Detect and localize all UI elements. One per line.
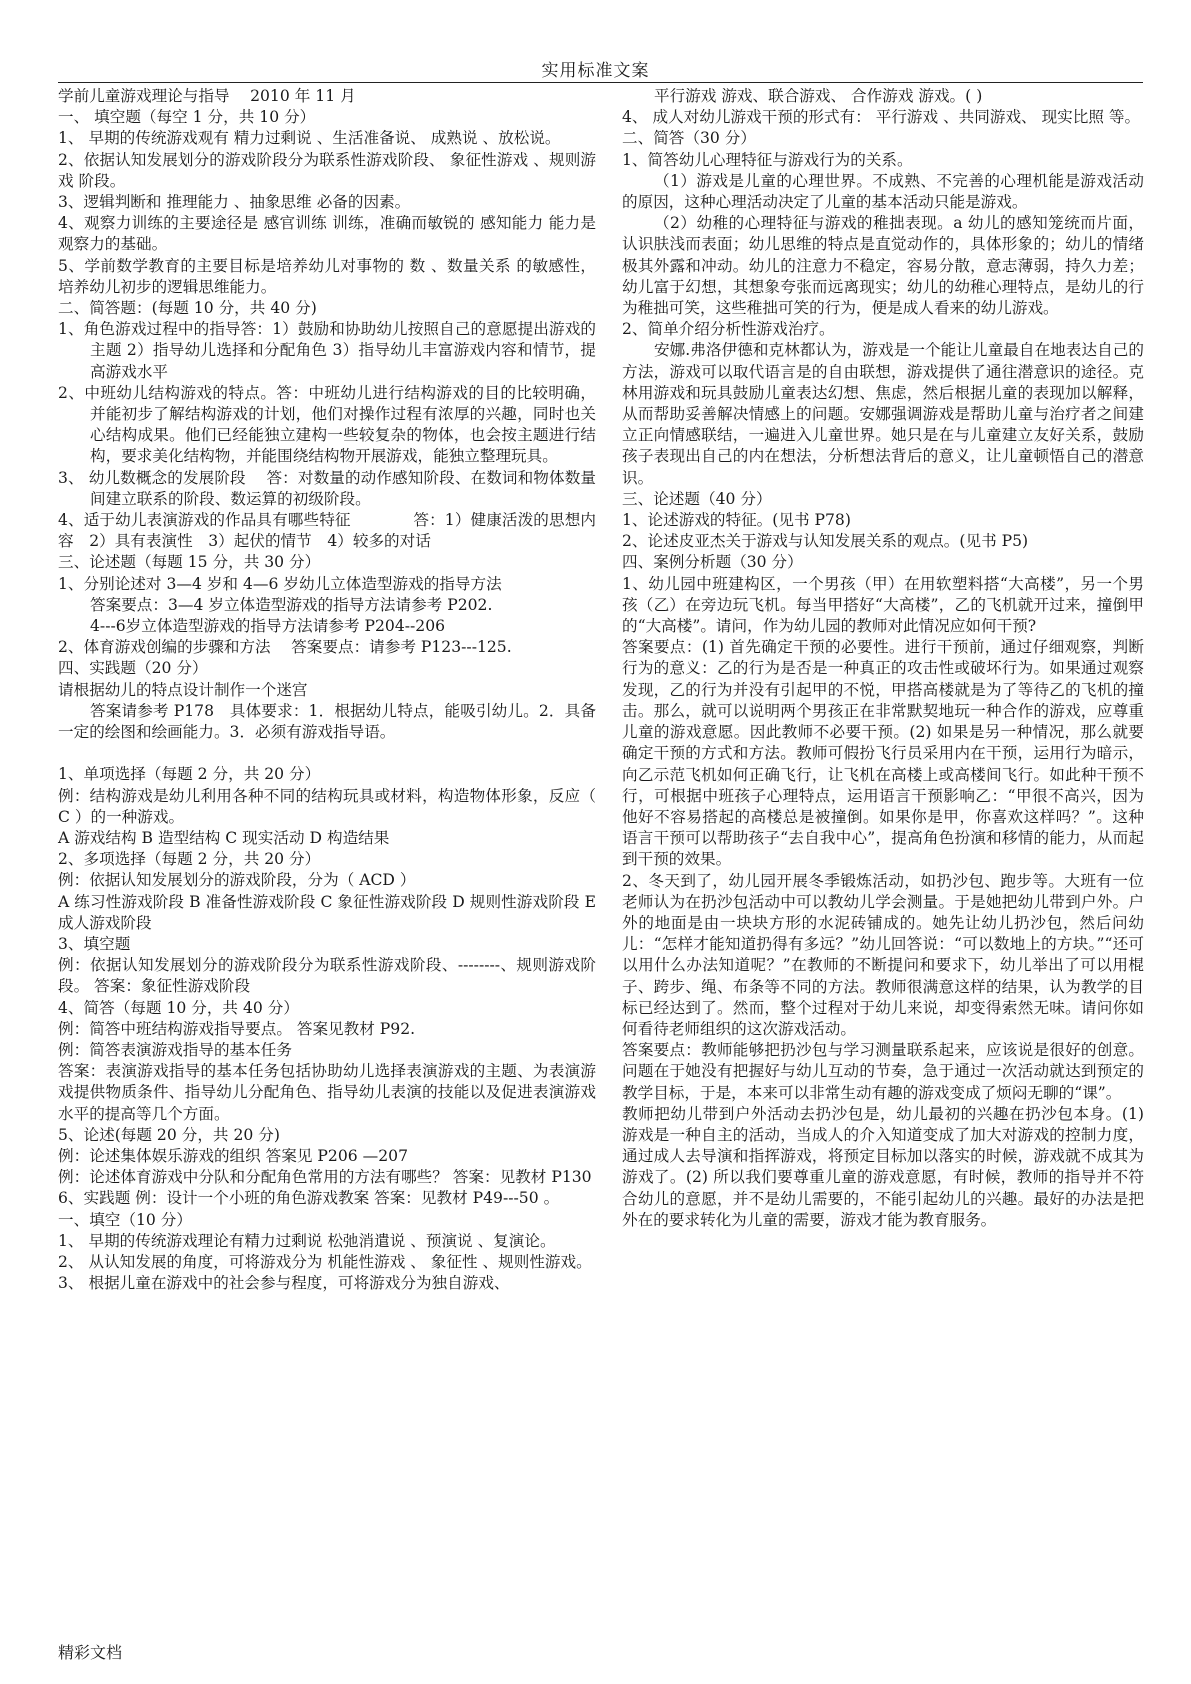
right-column [622, 86, 1144, 1231]
left-paragraph: 4、适于幼儿表演游戏的作品具有哪些特征 答：1）健康活泼的思想内容 2）具有表演性 3）起伏的情节 4）较多的对话 [58, 511, 596, 551]
right-paragraph: 1、幼儿园中班建构区，一个男孩（甲）在用软塑料搭“大高楼”，另一个男孩（乙）在旁边玩飞机。每当甲搭好“大高楼”，乙的飞机就开过来，撞倒甲的“大高楼”。请问，作为幼儿园的教师对此情况应如何干预? [622, 574, 1144, 636]
left-paragraph: 答案要点：3—4 岁立体造型游戏的指导方法请参考 P202. [90, 595, 493, 614]
left-paragraph: A 游戏结构 B 造型结构 C 现实活动 D 构造结果 [58, 828, 390, 847]
right-paragraph: 教师把幼儿带到户外活动去扔沙包是，幼儿最初的兴趣在扔沙包本身。(1) 游戏是一种自主的活动，当成人的介入知道变成了加大对游戏的控制力度，通过成人去导演和指挥游戏，将预定目标加以落实的时候，游戏就不成其为游戏了。(2) 所以我们要尊重儿童的游戏意愿，有时候，教师的指导并不符合幼儿的意愿，并不是幼儿需要的，不能引起幼儿的兴趣。最好的办法是把外在的要求转化为儿童的需要，游戏才能为教育服务。 [622, 1104, 1144, 1229]
right-paragraph: 三、论述题（40 分） [622, 489, 772, 508]
left-paragraph: 答案：表演游戏指导的基本任务包括协助幼儿选择表演游戏的主题、为表演游戏提供物质条件、指导幼儿分配角色、指导幼儿表演的技能以及促进表演游戏水平的提高等几个方面。 [58, 1062, 596, 1123]
header-rule [58, 82, 1143, 83]
right-paragraph: 答案要点：(1) 首先确定干预的必要性。进行干预前，通过仔细观察，判断行为的意义：乙的行为是否是一种真正的攻击性或破坏行为。如果通过观察发现，乙的行为并没有引起甲的不悦，甲搭高楼就是为了等待乙的飞机的撞击。那么，就可以说明两个男孩正在非常默契地玩一种合作的游戏，应尊重儿童的游戏意愿。因此教师不必要干预。(2) 如果是另一种情况，那么就要确定干预的方式和方法。教师可假扮飞行员采用内在干预，运用行为暗示，向乙示范飞机如何正确飞行，让飞机在高楼上或高楼间飞行。如此种干预不行，可根据中班孩子心理特点，运用语言干预影响乙：“甲很不高兴，因为他好不容易搭起的高楼总是被撞倒。如果你是甲，你喜欢这样吗？”。这种语言干预可以帮助孩子“去自我中心”，提高角色扮演和移情的能力，从而起到干预的效果。 [622, 638, 1144, 869]
left-paragraph: 例：结构游戏是幼儿利用各种不同的结构玩具或材料，构造物体形象，反应（ C ）的一种游戏。 [58, 786, 596, 826]
right-paragraph: 2、论述皮亚杰关于游戏与认知发展关系的观点。(见书 P5) [622, 532, 1029, 551]
left-paragraph: 5、论述(每题 20 分，共 20 分) [58, 1125, 280, 1144]
left-paragraph: 例：简答表演游戏指导的基本任务 [58, 1040, 292, 1059]
left-paragraph: 5、学前数学教育的主要目标是培养幼儿对事物的 数 、数量关系 的敏感性，培养幼儿初步的逻辑思维能力。 [58, 256, 596, 296]
right-paragraph: 四、案例分析题（30 分） [622, 553, 803, 572]
left-paragraph [58, 743, 596, 764]
left-paragraph: 1、分别论述对 3—4 岁和 4—6 岁幼儿立体造型游戏的指导方法 [58, 574, 502, 593]
left-paragraph: 3、填空题 [58, 934, 131, 953]
left-paragraph: 例：依据认知发展划分的游戏阶段，分为（ ACD ） [58, 871, 416, 890]
page-footer: 精彩文档 [58, 1643, 123, 1662]
left-paragraph: 一、填空（10 分） [58, 1210, 192, 1229]
left-paragraph: 4---6岁立体造型游戏的指导方法请参考 P204--206 [90, 617, 446, 636]
left-paragraph: 例：依据认知发展划分的游戏阶段分为联系性游戏阶段、--------、规则游戏阶段。 答案：象征性游戏阶段 [58, 956, 596, 996]
right-paragraph: 二、简答（30 分） [622, 129, 756, 148]
right-paragraph: 1、论述游戏的特征。(见书 P78) [622, 511, 851, 530]
left-paragraph: 二、简答题：(每题 10 分，共 40 分) [58, 299, 317, 318]
left-paragraph: 1、单项选择（每题 2 分，共 20 分） [58, 765, 321, 784]
left-paragraph: 三、论述题（每题 15 分，共 30 分） [58, 553, 321, 572]
left-paragraph: 学前儿童游戏理论与指导 2010 年 11 月 [58, 87, 356, 105]
left-paragraph: 2、多项选择（每题 2 分，共 20 分） [58, 850, 321, 869]
left-paragraph: 1、角色游戏过程中的指导答：1）鼓励和协助幼儿按照自己的意愿提出游戏的主题 2）指导幼儿选择和分配角色 3）指导幼儿丰富游戏内容和情节，提高游戏水平 [58, 320, 596, 381]
left-paragraph: 6、实践题 例：设计一个小班的角色游戏教案 答案：见教材 P49---50 。 [58, 1189, 560, 1208]
left-paragraph: 1、 早期的传统游戏观有 精力过剩说 、生活准备说、 成熟说 、放松说。 [58, 129, 561, 148]
left-paragraph: A 练习性游戏阶段 B 准备性游戏阶段 C 象征性游戏阶段 D 规则性游戏阶段 E 成人游戏阶段 [58, 892, 596, 932]
right-paragraph: （2）幼稚的心理特征与游戏的稚拙表现。a 幼儿的感知笼统而片面，认识肤浅而表面；幼儿思维的特点是直觉动作的，具体形象的；幼儿的情绪极其外露和冲动。幼儿的注意力不稳定，容易分散，意志薄弱，持久力差；幼儿富于幻想，其想象夸张而远离现实；幼儿的幼稚心理特点，是幼儿的行为稚拙可笑，这些稚拙可笑的行为，便是成人看来的幼儿游戏。 [622, 214, 1144, 318]
left-paragraph: 例：论述集体娱乐游戏的组织 答案见 P206 —207 [58, 1146, 408, 1165]
right-paragraph: 2、简单介绍分析性游戏治疗。 [622, 320, 835, 339]
left-paragraph: 4、观察力训练的主要途径是 感官训练 训练，准确而敏锐的 感知能力 能力是观察力的基础。 [58, 214, 596, 254]
left-paragraph: 2、中班幼儿结构游戏的特点。答：中班幼儿进行结构游戏的目的比较明确，并能初步了解结构游戏的计划，他们对操作过程有浓厚的兴趣，同时也关心结构成果。他们已经能独立建构一些较复杂的物体，也会按主题进行结构，要求美化结构物，并能围绕结构物开展游戏，能独立整理玩具。 [58, 383, 596, 466]
right-paragraph: 平行游戏 游戏、联合游戏、 合作游戏 游戏。( ) [654, 87, 983, 105]
right-paragraph: 2、冬天到了，幼儿园开展冬季锻炼活动，如扔沙包、跑步等。大班有一位老师认为在扔沙包活动中可以教幼儿学会测量。于是她把幼儿带到户外。户外的地面是由一块块方形的水泥砖铺成的。她先让幼儿扔沙包，然后问幼儿：“怎样才能知道扔得有多远？”幼儿回答说：“可以数地上的方块。”“还可以用什么办法知道呢？”在教师的不断提问和要求下，幼儿举出了可以用棍子、跨步、绳、布条等不同的方法。教师很满意这样的结果，认为教学的目标已经达到了。然而，整个过程对于幼儿来说，却变得索然无味。请问你如何看待老师组织的这次游戏活动。 [622, 871, 1144, 1038]
left-paragraph: 2、体育游戏创编的步骤和方法 答案要点：请参考 P123---125. [58, 638, 512, 657]
right-paragraph: （1）游戏是儿童的心理世界。不成熟、不完善的心理机能是游戏活动的原因，这种心理活动决定了儿童的基本活动只能是游戏。 [622, 171, 1144, 212]
left-paragraph: 四、实践题（20 分） [58, 659, 208, 678]
left-paragraph: 2、 从认知发展的角度，可将游戏分为 机能性游戏 、 象征性 、规则性游戏。 [58, 1252, 592, 1271]
left-paragraph: 3、 幼儿数概念的发展阶段 答：对数量的动作感知阶段、在数词和物体数量间建立联系的阶段、数运算的初级阶段。 [58, 468, 596, 508]
page-header: 实用标准文案 [541, 61, 650, 81]
left-paragraph: 3、逻辑判断和 推理能力 、抽象思维 必备的因素。 [58, 193, 411, 212]
left-paragraph: 一、 填空题（每空 1 分，共 10 分） [58, 108, 316, 127]
left-paragraph: 请根据幼儿的特点设计制作一个迷宫 [58, 680, 308, 699]
left-paragraph: 2、依据认知发展划分的游戏阶段分为联系性游戏阶段、 象征性游戏 、规则游戏 阶段。 [58, 150, 596, 190]
right-paragraph: 1、简答幼儿心理特征与游戏行为的关系。 [622, 150, 913, 169]
left-paragraph: 3、 根据儿童在游戏中的社会参与程度，可将游戏分为独自游戏、 [58, 1274, 510, 1293]
left-paragraph: 1、 早期的传统游戏理论有精力过剩说 松弛消遣说 、预演说 、复演论。 [58, 1231, 556, 1250]
left-column [58, 86, 596, 1294]
left-paragraph: 答案请参考 P178 具体要求：1．根据幼儿特点，能吸引幼儿。2．具备一定的绘图和绘画能力。3．必须有游戏指导语。 [58, 701, 596, 742]
right-paragraph: 4、 成人对幼儿游戏干预的形式有： 平行游戏 、共同游戏、 现实比照 等。 [622, 108, 1141, 127]
left-paragraph: 4、简答（每题 10 分，共 40 分） [58, 998, 299, 1017]
right-paragraph: 答案要点：教师能够把扔沙包与学习测量联系起来，应该说是很好的创意。问题在于她没有把握好与幼儿互动的节奏，急于通过一次活动就达到预定的教学目标，于是，本来可以非常生动有趣的游戏变成了烦闷无聊的“课”。 [622, 1041, 1144, 1102]
right-paragraph: 安娜.弗洛伊德和克林都认为，游戏是一个能让儿童最自在地表达自己的方法，游戏可以取代语言是的自由联想，游戏提供了通往潜意识的途径。克林用游戏和玩具鼓励儿童表达幻想、焦虑，然后根据儿童的表现加以解释，从而帮助妥善解决情感上的问题。安娜强调游戏是帮助儿童与治疗者之间建立正向情感联结，一遍进入儿童世界。她只是在与儿童建立友好关系，鼓励孩子表现出自己的内在想法，分析想法背后的意义，让儿童顿悟自己的潜意识。 [622, 341, 1144, 487]
left-paragraph: 例：论述体育游戏中分队和分配角色常用的方法有哪些？ 答案：见教材 P130 [58, 1168, 592, 1187]
left-paragraph: 例：简答中班结构游戏指导要点。 答案见教材 P92. [58, 1019, 416, 1038]
